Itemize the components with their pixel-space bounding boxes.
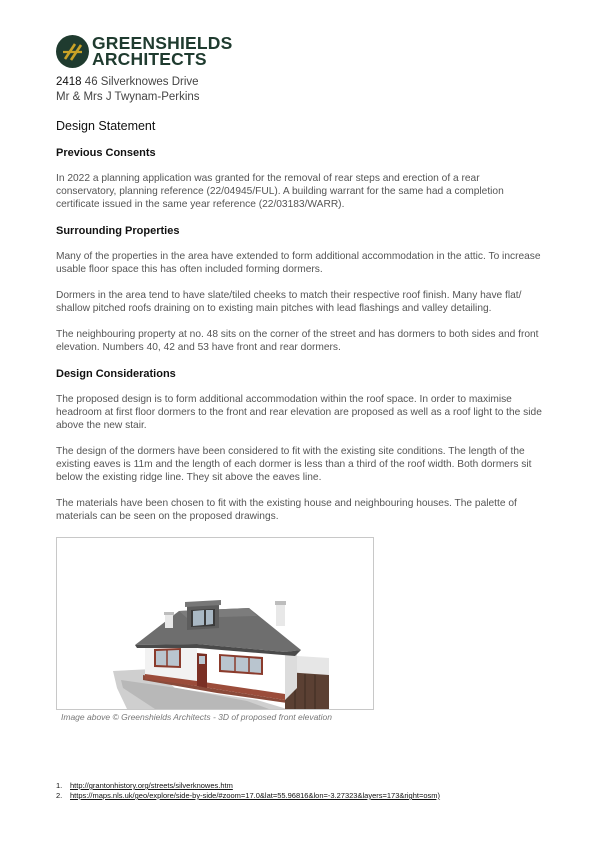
footnote-number: 2. [56, 791, 63, 800]
client-name: Mr & Mrs J Twynam-Perkins [56, 91, 200, 103]
company-logo [56, 34, 276, 70]
street-address: 46 Silverknowes Drive [84, 76, 199, 88]
heading-surrounding-properties: Surrounding Properties [56, 225, 180, 237]
figure-caption: Image above © Greenshields Architects - 3D of proposed front elevation [61, 712, 333, 722]
footnote-number: 1. [56, 781, 63, 790]
paragraph-previous-consents: In 2022 a planning application was granted for the removal of rear steps and erection of a rear conservatory, planning reference (22/04945/FUL). A building warrant for the same had a completion certificate issued in the same year reference (22/03183/WARR). [56, 173, 504, 210]
house-3d-illustration [57, 538, 373, 709]
document-title: Design Statement [56, 119, 156, 133]
paragraph-surrounding-1: Many of the properties in the area have extended to form additional accommodation in the attic. To increase usable floor space this has often included forming dormers. [56, 251, 541, 275]
paragraph-design-2: The design of the dormers have been considered to fit with the existing site conditions. The length of the existing eaves is 11m and the length of each dormer is less than a third of the roof width. Both dormers sit below the existing ridge line. They sit above the eaves line. [56, 446, 532, 483]
logo-wordmark [92, 35, 232, 67]
heading-design-considerations: Design Considerations [56, 368, 176, 380]
paragraph-surrounding-2: Dormers in the area tend to have slate/tiled cheeks to match their respective roof finish. Many have flat/ shallow pitched roofs draining on to existing main pitches with lead flashings and valley detailing. [56, 290, 522, 314]
job-number: 2418 [56, 76, 82, 88]
footnote-link[interactable]: http://grantonhistory.org/streets/silverknowes.htm [70, 781, 233, 790]
heading-previous-consents: Previous Consents [56, 147, 156, 159]
footnote-1 [56, 781, 233, 790]
logo-line-1: GREENSHIELDS [92, 33, 233, 53]
logo-mark-icon [56, 35, 89, 68]
footnote-2 [56, 791, 440, 800]
logo-line-2: ARCHITECTS [92, 49, 207, 69]
paragraph-design-3: The materials have been chosen to fit with the existing house and neighbouring houses. The palette of materials can be seen on the proposed drawings. [56, 498, 517, 522]
footnote-link[interactable]: https://maps.nls.uk/geo/explore/side-by-side/#zoom=17.0&lat=55.96816&lon=-3.27323&layers=173&right=osm) [70, 791, 441, 800]
paragraph-design-1: The proposed design is to form additional accommodation within the roof space. In order to maximise headroom at first floor dormers to the front and rear elevation are proposed as well as a roof light to the side above the new stair. [56, 394, 542, 431]
project-address [56, 75, 199, 90]
house-3d-figure [56, 537, 374, 710]
paragraph-surrounding-3: The neighbouring property at no. 48 sits on the corner of the street and has dormers to both sides and front elevation. Numbers 40, 42 and 53 have front and rear dormers. [56, 329, 539, 353]
